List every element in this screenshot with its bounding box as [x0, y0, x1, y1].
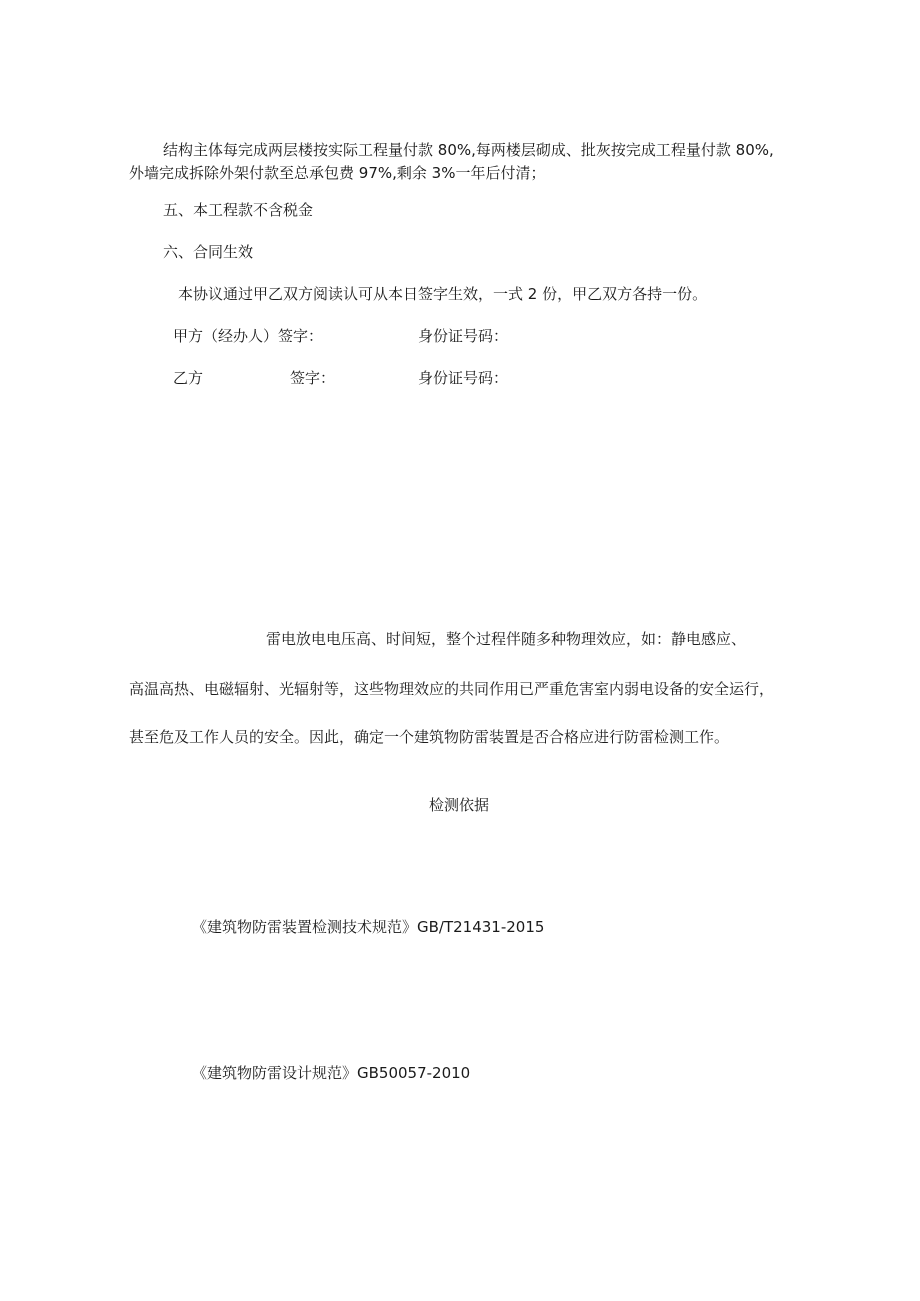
lightning-paragraph-line-1: 雷电放电电压高、时间短，整个过程伴随多种物理效应，如：静电感应、	[266, 630, 747, 648]
lightning-paragraph-line-2: 高温高热、电磁辐射、光辐射等，这些物理效应的共同作用已严重危害室内弱电设备的安全运行，	[129, 680, 775, 698]
contract-effect-text: 本协议通过甲乙双方阅读认可从本日签字生效，一式 2 份，甲乙双方各持一份。	[178, 285, 708, 303]
party-a-signature-label: 甲方（经办人）签字：	[173, 327, 324, 345]
payment-terms-line-2: 外墙完成拆除外架付款至总承包费 97%,剩余 3%一年后付清；	[129, 164, 546, 182]
standard-item-1: 《建筑物防雷装置检测技术规范》GB/T21431-2015	[192, 918, 545, 936]
detection-basis-heading: 检测依据	[429, 796, 490, 814]
payment-terms-line-1: 结构主体每完成两层楼按实际工程量付款 80%,每两楼层砌成、批灰按完成工程量付款 80%,	[163, 141, 774, 159]
party-b-id-label: 身份证号码：	[418, 369, 509, 387]
lightning-paragraph-line-3: 甚至危及工作人员的安全。因此，确定一个建筑物防雷装置是否合格应进行防雷检测工作。	[129, 728, 730, 746]
standard-item-2: 《建筑物防雷设计规范》GB50057-2010	[192, 1064, 471, 1082]
contract-effect-heading: 六、合同生效	[163, 243, 254, 261]
party-a-id-label: 身份证号码：	[418, 327, 509, 345]
party-b-label: 乙方	[173, 369, 204, 387]
party-b-signature-label: 签字：	[290, 369, 336, 387]
tax-clause: 五、本工程款不含税金	[163, 201, 314, 219]
